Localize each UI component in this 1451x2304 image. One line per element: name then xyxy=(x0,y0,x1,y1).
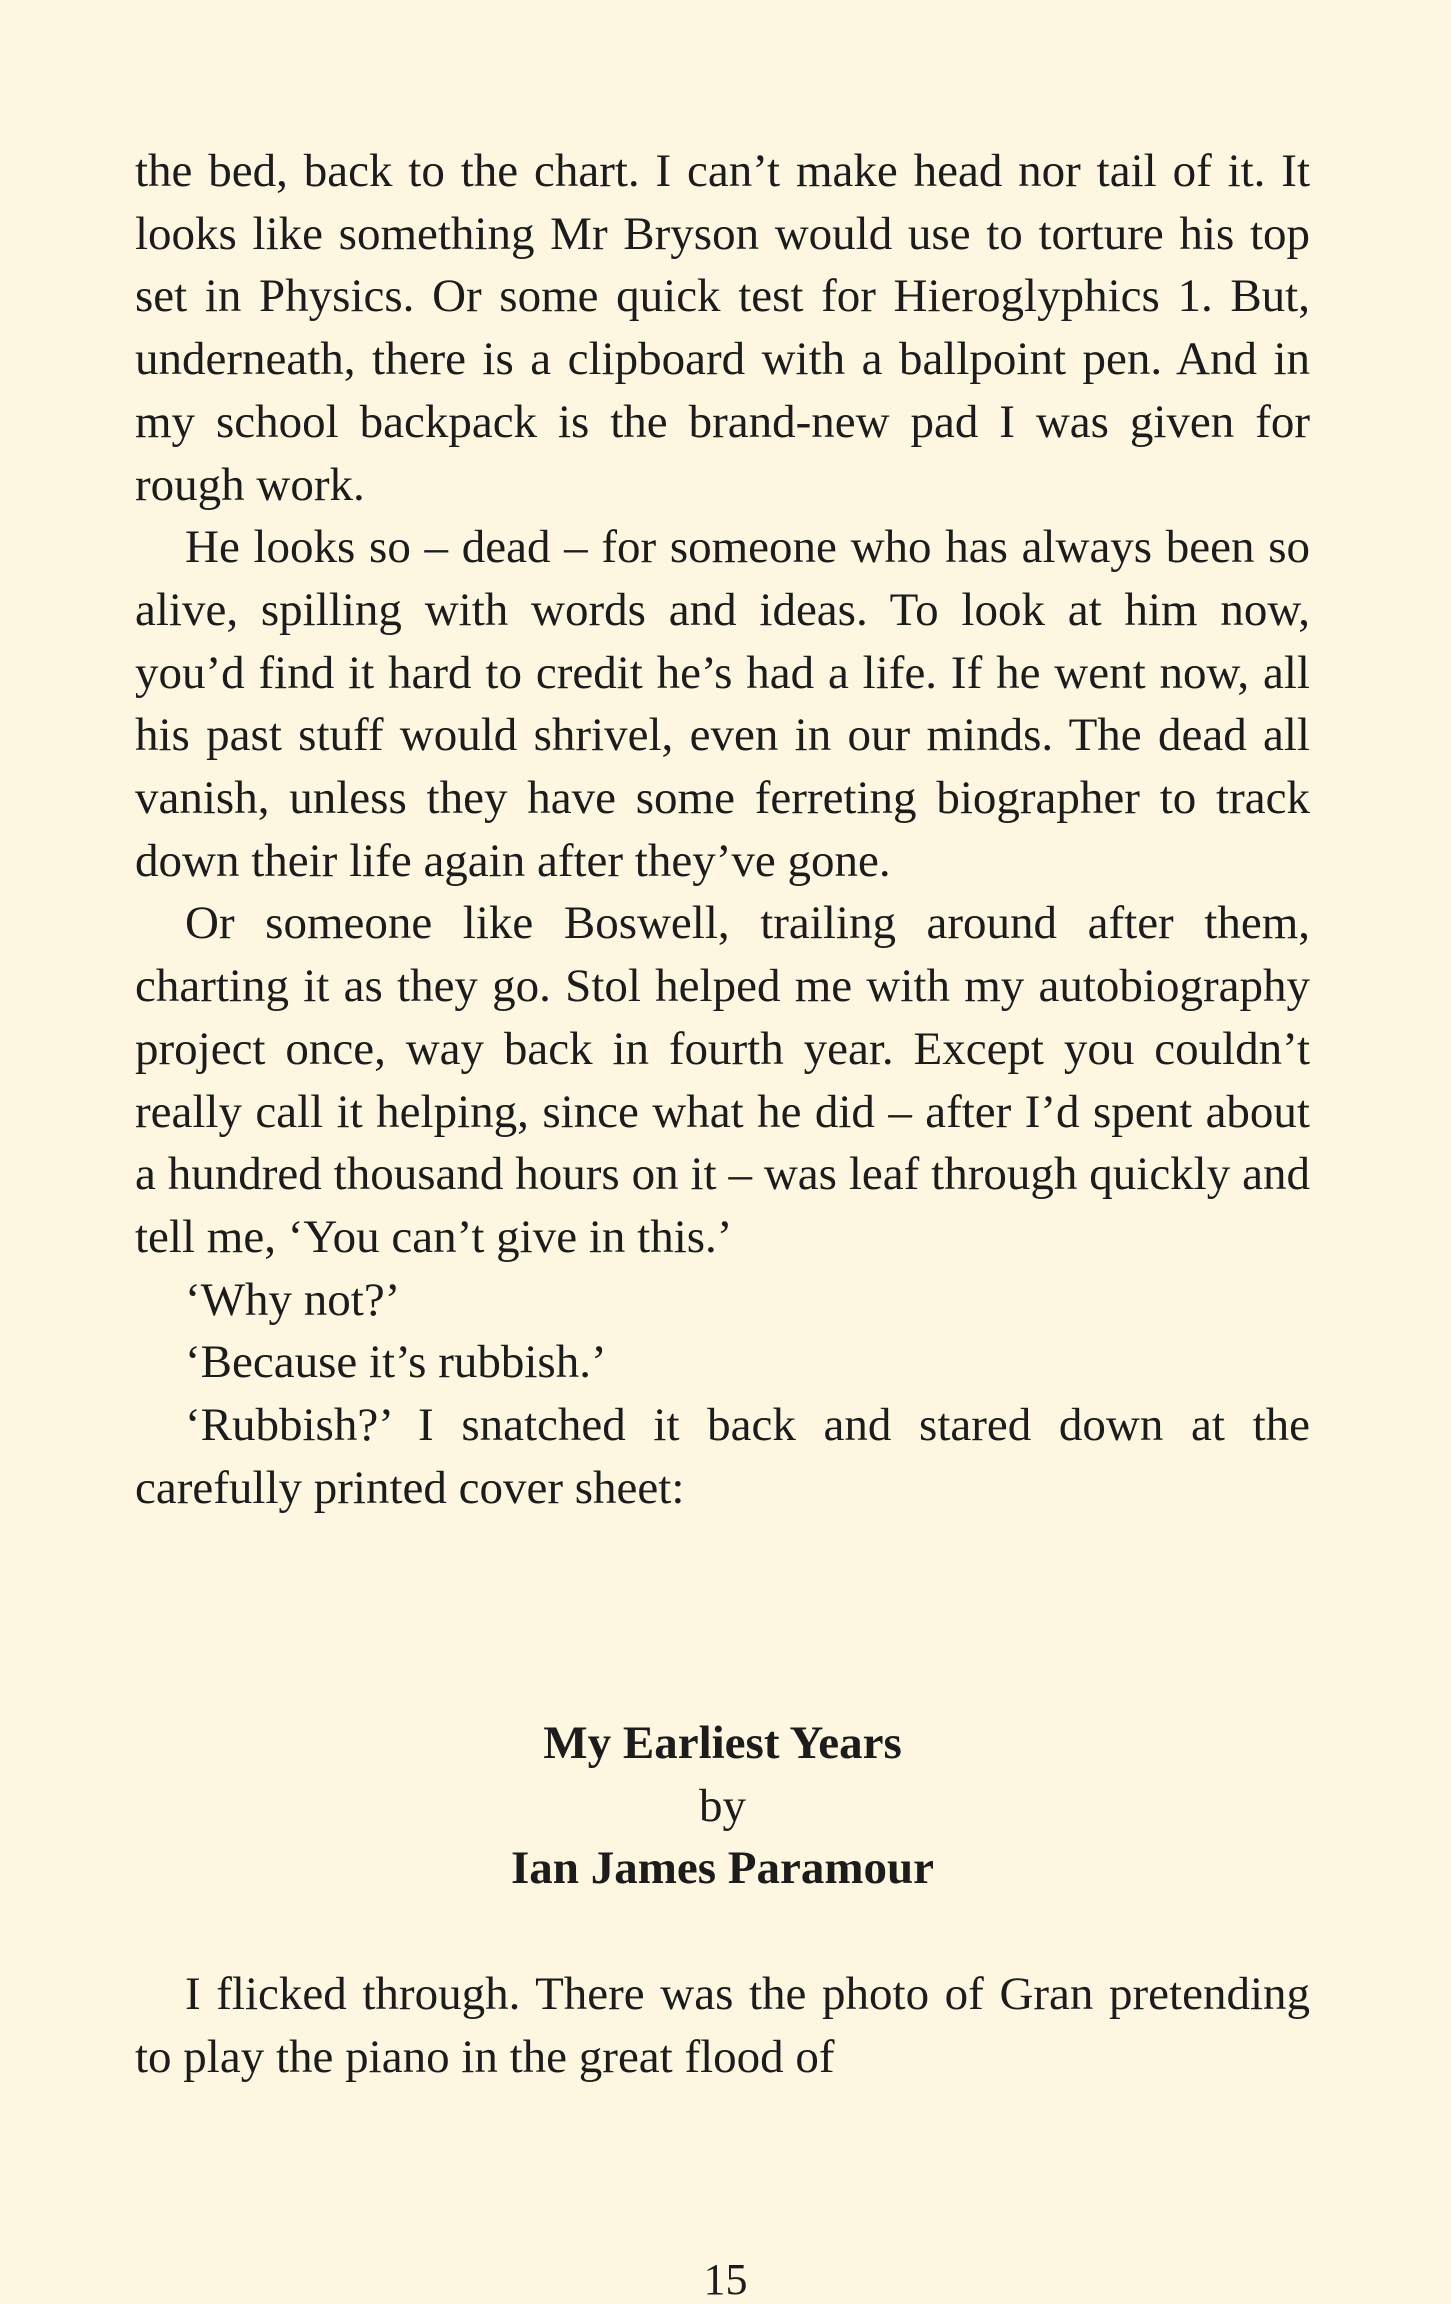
paragraph-5: ‘Because it’s rubbish.’ xyxy=(185,1336,607,1389)
main-text xyxy=(135,140,1310,1519)
closing-text xyxy=(135,1963,1310,2088)
paragraph-6: ‘Rubbish?’ I snatched it back and stared down at the carefully printed cover sheet: xyxy=(135,1399,1310,1514)
paragraph-1: the bed, back to the chart. I can’t make head nor tail of it. It looks like something Mr Bryson would use to torture his top set in Physics. Or some quick test for Hieroglyphics 1. But, underneath, there is a clipboard with a ballpoint pen. And in my school backpack is the brand-new pad I was given for rough work. xyxy=(135,145,1310,511)
page-number: 15 xyxy=(703,2255,748,2304)
cover-title: My Earliest Years xyxy=(543,1717,902,1769)
paragraph-4: ‘Why not?’ xyxy=(185,1273,401,1326)
cover-author: Ian James Paramour xyxy=(511,1842,934,1895)
cover-sheet xyxy=(135,1712,1310,1900)
cover-by: by xyxy=(699,1779,746,1832)
paragraph-2: He looks so – dead – for someone who has always been so alive, spilling with words and ideas. To look at him now, you’d find it hard to credit he’s had a life. If he went now, all his past stuff would shrivel, even in our minds. The dead all vanish, unless they have some ferreting biographer to track down their life again after they’ve gone. xyxy=(135,521,1310,887)
closing-paragraph: I flicked through. There was the photo of Gran pretending to play the piano in the great flood of xyxy=(135,1968,1310,2083)
paragraph-3: Or someone like Boswell, trailing around after them, charting it as they go. Stol helped me with my autobiography project once, way back in fourth year. Except you couldn’t really call it helping, since what he did – after I’d spent about a hundred thousand hours on it – was leaf through quickly and tell me, ‘You can’t give in this.’ xyxy=(135,897,1310,1263)
